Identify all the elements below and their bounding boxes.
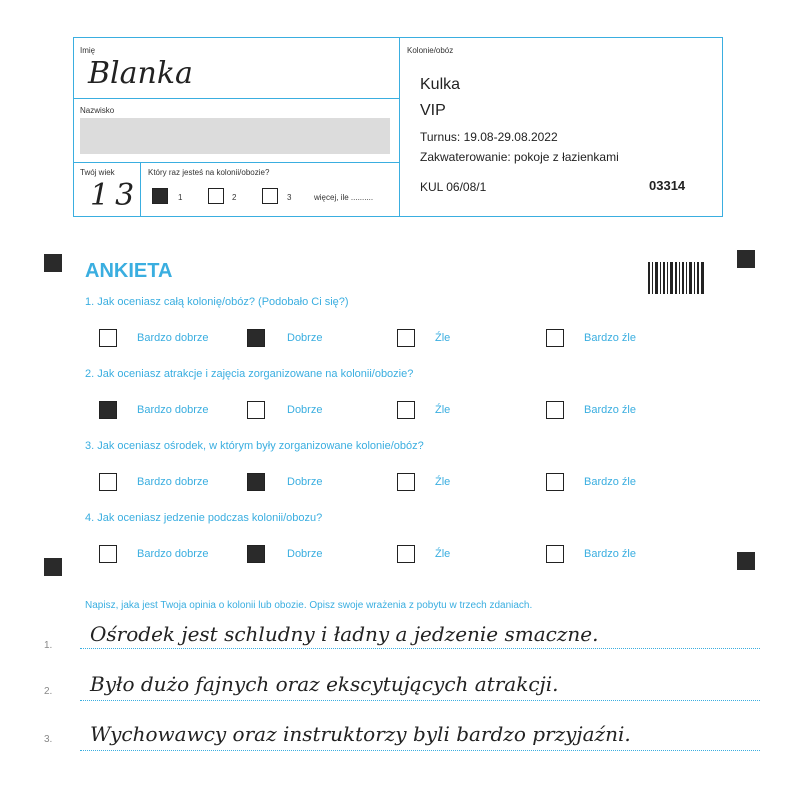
camp-code: KUL 06/08/1: [420, 180, 487, 194]
question-2-option-4-checkbox[interactable]: [546, 401, 564, 419]
opinion-prompt: Napisz, jaka jest Twoja opinia o kolonii lub obozie. Opisz swoje wrażenia z pobytu w trzech zdaniach.: [85, 600, 533, 611]
question-1-option-1-checkbox[interactable]: [99, 329, 117, 347]
header-box: [73, 37, 723, 217]
question-1-option-4-checkbox[interactable]: [546, 329, 564, 347]
question-1-option-2-label: Dobrze: [287, 332, 323, 344]
registration-marker-tr: [737, 250, 755, 268]
turnus: Turnus: 19.08-29.08.2022: [420, 130, 558, 144]
opinion-line-1: [80, 648, 760, 649]
camp-type: VIP: [420, 102, 446, 119]
question-4-option-4-label: Bardzo źle: [584, 548, 636, 560]
registration-marker-br: [737, 552, 755, 570]
question-3-option-2-label: Dobrze: [287, 476, 323, 488]
question-4-option-1-label: Bardzo dobrze: [137, 548, 209, 560]
camp-name: Kulka: [420, 76, 461, 93]
question-3-option-2-checkbox[interactable]: [247, 473, 265, 491]
question-4-option-2-checkbox[interactable]: [247, 545, 265, 563]
question-4-option-3-checkbox[interactable]: [397, 545, 415, 563]
question-2-option-1-checkbox[interactable]: [99, 401, 117, 419]
opinion-text-2: Było dużo fajnych oraz ekscytujących atrakcji.: [90, 672, 559, 696]
question-3-text: 3. Jak oceniasz ośrodek, w którym były zorganizowane kolonie/obóz?: [85, 440, 424, 452]
question-1-text: 1. Jak oceniasz całą kolonię/obóz? (Podobało Ci się?): [85, 296, 349, 308]
visit-count-checkbox-1[interactable]: [152, 188, 168, 204]
opinion-line-number-3: 3.: [44, 734, 53, 745]
question-1-option-3-label: Źle: [435, 332, 451, 344]
kolonie-label: Kolonie/obóz: [407, 46, 454, 55]
question-2-option-2-checkbox[interactable]: [247, 401, 265, 419]
wiek-value: 13: [90, 178, 141, 213]
opinion-line-3: [80, 750, 760, 751]
opinion-text-1: Ośrodek jest schludny i ładny a jedzenie smaczne.: [90, 622, 599, 646]
opinion-line-2: [80, 700, 760, 701]
survey-title: ANKIETA: [85, 260, 173, 282]
question-4-option-1-checkbox[interactable]: [99, 545, 117, 563]
opinion-line-number-2: 2.: [44, 686, 53, 697]
imie-value: Blanka: [88, 56, 193, 91]
question-2-option-3-checkbox[interactable]: [397, 401, 415, 419]
question-3-option-3-checkbox[interactable]: [397, 473, 415, 491]
question-4-text: 4. Jak oceniasz jedzenie podczas kolonii/obozu?: [85, 512, 323, 524]
question-2-option-1-label: Bardzo dobrze: [137, 404, 209, 416]
question-3-option-4-checkbox[interactable]: [546, 473, 564, 491]
form-number: 03314: [649, 178, 686, 193]
question-4-option-3-label: Źle: [435, 548, 451, 560]
question-1-option-1-label: Bardzo dobrze: [137, 332, 209, 344]
question-3-option-1-checkbox[interactable]: [99, 473, 117, 491]
question-3-option-1-label: Bardzo dobrze: [137, 476, 209, 488]
wiecej-label: więcej, ile ..........: [314, 193, 374, 202]
question-1-option-4-label: Bardzo źle: [584, 332, 636, 344]
question-1-option-2-checkbox[interactable]: [247, 329, 265, 347]
imie-label: Imię: [80, 46, 96, 55]
zakwaterowanie: Zakwaterowanie: pokoje z łazienkami: [420, 150, 619, 164]
opinion-text-3: Wychowawcy oraz instruktorzy byli bardzo przyjaźni.: [90, 722, 631, 746]
visit-count-label-1: 1: [178, 193, 183, 202]
question-2-option-2-label: Dobrze: [287, 404, 323, 416]
visit-count-checkbox-2[interactable]: [208, 188, 224, 204]
question-2-text: 2. Jak oceniasz atrakcje i zajęcia zorganizowane na kolonii/obozie?: [85, 368, 414, 380]
question-4-option-2-label: Dobrze: [287, 548, 323, 560]
ktory-raz-label: Który raz jesteś na kolonii/obozie?: [148, 168, 270, 177]
barcode-icon: [648, 262, 704, 294]
question-1-option-3-checkbox[interactable]: [397, 329, 415, 347]
opinion-line-number-1: 1.: [44, 640, 53, 651]
question-4-option-4-checkbox[interactable]: [546, 545, 564, 563]
visit-count-label-3: 3: [287, 193, 292, 202]
question-2-option-3-label: Źle: [435, 404, 451, 416]
question-3-option-3-label: Źle: [435, 476, 451, 488]
redacted-surname: [80, 118, 390, 154]
registration-marker-bl: [44, 558, 62, 576]
visit-count-checkbox-3[interactable]: [262, 188, 278, 204]
wiek-label: Twój wiek: [80, 168, 115, 177]
registration-marker-tl: [44, 254, 62, 272]
question-3-option-4-label: Bardzo źle: [584, 476, 636, 488]
visit-count-label-2: 2: [232, 193, 237, 202]
question-2-option-4-label: Bardzo źle: [584, 404, 636, 416]
nazwisko-label: Nazwisko: [80, 106, 115, 115]
